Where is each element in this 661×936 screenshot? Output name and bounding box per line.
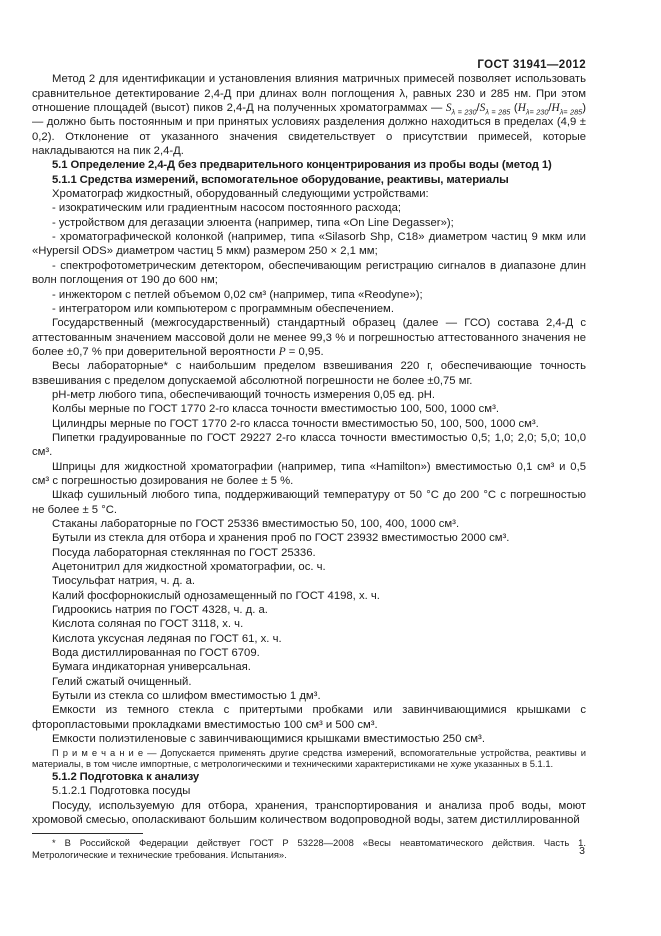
intro-text: / (548, 102, 552, 115)
paragraph: Бутыли из стекла со шлифом вместимостью 1 дм³. (52, 690, 321, 703)
paragraph: pH-метр любого типа, обеспечивающий точность измерения 0,05 ед. pH. (52, 388, 436, 401)
intro-text: ) — должно быть постоянным и при принятых условиях разделения должно находиться в пределах (4,9 ± 0,2). Отклонение от указанного значения свидетельствует о присутствии примесей, которые накладываются на пик 2,4-Д. (32, 102, 587, 158)
paragraph: Бутыли из стекла для отбора и хранения проб по ГОСТ 23932 вместимостью 2000 см³. (52, 532, 510, 545)
list-item: - хроматографической колонкой (например, типа «Silasorb Shp, C18» диаметром частиц 9 мкм или «Hypersil ODS» диаметром частиц 5 мкм) размером 250 × 2,1 мм; (32, 231, 586, 258)
gso-text: Государственный (межгосударственный) стандартный образец (далее — ГСО) состава 2,4-Д с аттестованным значением массовой доли не менее 99,3 % и погрешностью аттестованного значения не более ±0,7 % при доверительной вероятности (32, 317, 586, 358)
footnote-divider (32, 833, 143, 834)
paragraph: Кислота уксусная ледяная по ГОСТ 61, х. ч. (52, 632, 282, 645)
paragraph: Калий фосфорнокислый однозамещенный по ГОСТ 4198, х. ч. (52, 589, 380, 602)
note-paragraph: П р и м е ч а н и е — Допускается применять другие средства измерений, вспомогательные устройства, реактивы и материалы, в том числе импортные, с метрологическими и техническими характеристиками не хуже указанных в 5.1.1. (32, 746, 586, 770)
list-item: - интегратором или компьютером с программным обеспечением. (52, 302, 394, 315)
paragraph: Хроматограф жидкостный, оборудованный следующими устройствами: (52, 188, 429, 201)
page-content (32, 58, 586, 861)
intro-paragraph (32, 72, 586, 158)
section-heading-5-1-2: 5.1.2 Подготовка к анализу (52, 770, 200, 783)
formula-subscript: λ = 230 (451, 107, 477, 117)
paragraph: Тиосульфат натрия, ч. д. а. (52, 575, 196, 588)
formula-variable: H (517, 102, 526, 115)
running-header: ГОСТ 31941—2012 (477, 59, 586, 71)
paragraph: Емкости из темного стекла с притертыми пробками или завинчивающимися крышками с фторопластовыми прокладками вместимостью 100 см³ и 500 см³. (32, 704, 586, 731)
list-item: - спектрофотометрическим детектором, обеспечивающим регистрацию сигналов в диапазоне длин волн поглощения от 190 до 600 нм; (32, 259, 586, 287)
formula-variable: P (278, 345, 286, 358)
formula-variable: S (445, 102, 452, 115)
intro-text: / (476, 102, 480, 115)
paragraph: Ацетонитрил для жидкостной хроматографии, ос. ч. (52, 561, 326, 574)
paragraph: Вода дистиллированная по ГОСТ 6709. (52, 647, 260, 660)
list-item: - инжектором с петлей объемом 0,02 см³ (например, типа «Reodyne»); (52, 288, 423, 301)
page-number: 3 (579, 845, 585, 857)
paragraph: Стаканы лабораторные по ГОСТ 25336 вместимостью 50, 100, 400, 1000 см³. (52, 518, 460, 530)
formula-subscript: λ = 285 (485, 107, 511, 117)
paragraph: Пипетки градуированные по ГОСТ 29227 2-го класса точности вместимостью 0,5; 1,0; 2,0; 5,0; 10,0 см³. (32, 431, 586, 459)
subsection-heading-5-1-2-1: 5.1.2.1 Подготовка посуды (52, 785, 191, 798)
paragraph: Гидроокись натрия по ГОСТ 4328, ч. д. а. (52, 604, 268, 617)
intro-text: ( (510, 102, 518, 115)
formula-variable: H (551, 102, 560, 115)
paragraph: Гелий сжатый очищенный. (52, 675, 192, 688)
paragraph: Цилиндры мерные по ГОСТ 1770 2-го класса точности вместимостью 50, 100, 500, 1000 см³. (52, 417, 539, 430)
formula-subscript: λ= 230 (525, 107, 549, 117)
paragraph: Посуду, используемую для отбора, хранения, транспортирования и анализа проб воды, моют хромовой смесью, ополаскивают большим количеством водопроводной воды, затем дистиллированной (32, 799, 586, 826)
footnote: * В Российской Федерации действует ГОСТ Р 53228—2008 «Весы неавтоматического действия. Часть 1. Метрологические и технические требования. Испытания». (32, 837, 586, 860)
formula-subscript: λ= 285 (559, 107, 583, 117)
gso-text: = 0,95. (285, 345, 324, 358)
paragraph: Весы лабораторные* с наибольшим пределом взвешивания 220 г, обеспечивающие точность взвешивания с пределом допускаемой абсолютной погрешности не более ±0,75 мг. (32, 360, 586, 387)
section-heading-5-1-1: 5.1.1 Средства измерений, вспомогательное оборудование, реактивы, материалы (52, 173, 509, 186)
list-item: - устройством для дегазации элюента (например, типа «On Line Degasser»); (52, 216, 454, 229)
section-heading-5-1: 5.1 Определение 2,4-Д без предварительного концентрирования из пробы воды (метод 1) (52, 159, 552, 172)
paragraph: Шкаф сушильный любого типа, поддерживающий температуру от 50 °С до 200 °С с погрешностью не более ± 5 °С. (32, 489, 586, 516)
gso-paragraph (32, 316, 586, 359)
paragraph: Колбы мерные по ГОСТ 1770 2-го класса точности вместимостью 100, 500, 1000 см³. (52, 403, 499, 416)
list-item: - изократическим или градиентным насосом постоянного расхода; (52, 202, 402, 215)
paragraph: Кислота соляная по ГОСТ 3118, х. ч. (52, 618, 244, 631)
paragraph: Шприцы для жидкостной хроматографии (например, типа «Hamilton») вместимостью 0,1 см³ и 0,5 см³ с погрешностью дозирования не более ± 5 %. (32, 460, 586, 487)
formula-variable: S (479, 102, 486, 115)
paragraph: Посуда лабораторная стеклянная по ГОСТ 25336. (52, 546, 316, 559)
paragraph: Емкости полиэтиленовые с завинчивающимися крышками вместимостью 250 см³. (52, 733, 485, 746)
intro-text: Метод 2 для идентификации и установления влияния матричных примесей позволяет использовать сравнительное детектирование 2,4-Д при длинах волн поглощения λ, равных 230 и 285 нм. При этом отношение площадей (высот) пиков 2,4-Д на полученных хроматограммах — (32, 73, 586, 115)
paragraph: Бумага индикаторная универсальная. (52, 661, 251, 674)
